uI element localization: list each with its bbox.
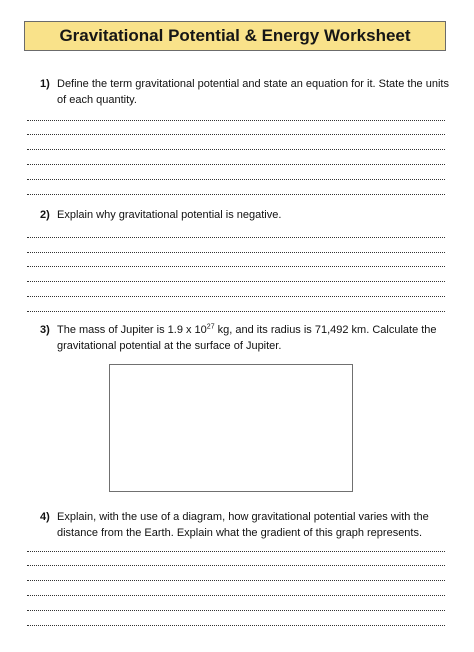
answer-line[interactable] (27, 610, 445, 611)
answer-line[interactable] (27, 580, 445, 581)
question-1-text: Define the term gravitational potential and state an equation for it. State the units of each quantity. (57, 78, 449, 106)
working-box[interactable] (109, 364, 353, 492)
answer-line[interactable] (27, 149, 445, 150)
answer-line[interactable] (27, 237, 445, 238)
question-2-number: 2) (40, 209, 50, 221)
answer-line[interactable] (27, 296, 445, 297)
answer-line[interactable] (27, 120, 445, 121)
answer-line[interactable] (27, 595, 445, 596)
question-4 (40, 509, 450, 541)
question-2-text: Explain why gravitational potential is negative. (57, 209, 282, 221)
answer-line[interactable] (27, 266, 445, 267)
answer-line[interactable] (27, 551, 445, 552)
question-2 (40, 207, 450, 223)
question-3-number: 3) (40, 324, 50, 336)
worksheet-title: Gravitational Potential & Energy Worksheet (24, 21, 446, 51)
question-4-number: 4) (40, 511, 50, 523)
answer-line[interactable] (27, 565, 445, 566)
question-1-number: 1) (40, 78, 50, 90)
answer-line[interactable] (27, 179, 445, 180)
answer-line[interactable] (27, 134, 445, 135)
answer-line[interactable] (27, 311, 445, 312)
answer-line[interactable] (27, 281, 445, 282)
question-1 (40, 76, 450, 108)
exponent: 27 (206, 323, 215, 331)
answer-line[interactable] (27, 194, 445, 195)
question-3-text: The mass of Jupiter is 1.9 x $10^{27}$ kg, and its radius is 71,492 km. Calculate the gravitational potential at the surface of Jupiter. (57, 323, 437, 352)
answer-line[interactable] (27, 625, 445, 626)
question-3 (40, 322, 450, 354)
answer-line[interactable] (27, 252, 445, 253)
answer-line[interactable] (27, 164, 445, 165)
question-4-text: Explain, with the use of a diagram, how gravitational potential varies with the distance from the Earth. Explain what the gradient of this graph represents. (57, 511, 429, 539)
